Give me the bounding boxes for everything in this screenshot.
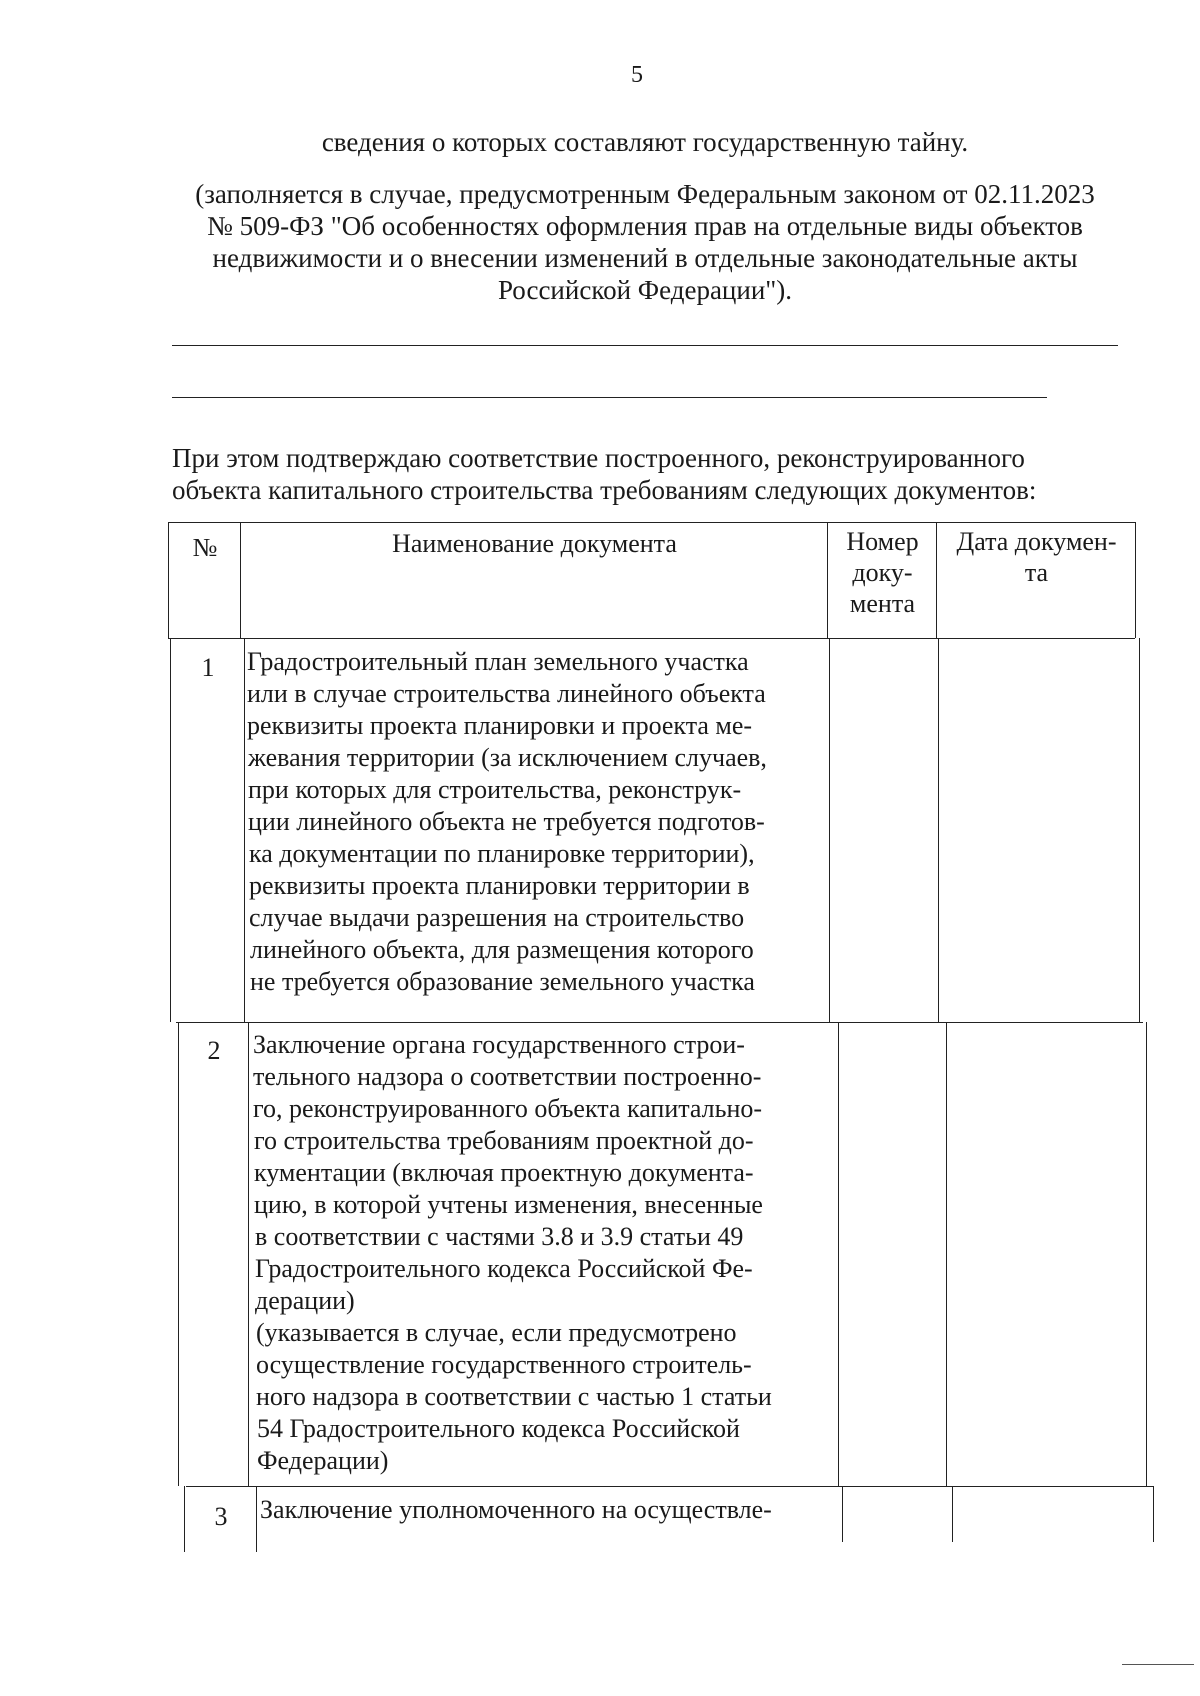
table-col-divider — [248, 1022, 249, 1486]
row-name-line: цию, в которой учтены изменения, внесенные — [254, 1190, 763, 1219]
row-name-line: го, реконструированного объекта капитально- — [253, 1094, 763, 1123]
table-border-left — [184, 1486, 185, 1552]
table-row-divider — [176, 1022, 1143, 1023]
row-name-line: дерации) — [255, 1286, 355, 1315]
heading-line: сведения о которых составляют государственную тайну. — [321, 127, 969, 157]
table-border-left — [170, 638, 171, 1022]
note-line: (заполняется в случае, предусмотренным Федеральным законом от 02.11.2023 — [195, 179, 1095, 209]
note-line: № 509-ФЗ "Об особенностях оформления прав на отдельные виды объектов — [207, 211, 1083, 241]
table-border-left — [168, 522, 169, 638]
row-num: 3 — [214, 1502, 228, 1531]
header-name: Наименование документа — [392, 529, 677, 558]
row-name-line: (указывается в случае, если предусмотрено — [256, 1318, 737, 1347]
table-col-divider — [952, 1486, 953, 1542]
scan-mark — [1122, 1664, 1194, 1665]
table-border-right — [1153, 1486, 1154, 1542]
row-name-line: реквизиты проекта планировки и проекта ме- — [247, 711, 753, 740]
table-col-divider — [946, 1022, 947, 1486]
row-num: 1 — [201, 653, 215, 682]
row-name-line: жевания территории (за исключением случаев, — [248, 743, 767, 772]
row-name-line: осуществление государственного строитель- — [256, 1350, 752, 1379]
header-number: мента — [849, 589, 916, 618]
row-name-line: случае выдачи разрешения на строительство — [249, 903, 745, 932]
table-border-right — [1135, 522, 1136, 638]
row-name-line: ка документации по планировке территории), — [249, 839, 755, 868]
header-number: Номер — [846, 527, 919, 556]
row-name-line: Заключение уполномоченного на осуществле- — [260, 1495, 772, 1524]
row-name-line: реквизиты проекта планировки территории в — [249, 871, 750, 900]
row-name-line: 54 Градостроительного кодекса Российской — [257, 1414, 740, 1443]
header-date: та — [1024, 558, 1049, 587]
table-col-divider — [240, 522, 241, 638]
row-name-line: Градостроительного кодекса Российской Фе- — [255, 1254, 753, 1283]
row-name-line: при которых для строительства, реконструк- — [248, 775, 742, 804]
row-name-line: тельного надзора о соответствии построенно- — [253, 1062, 762, 1091]
table-col-divider — [838, 1022, 839, 1486]
table-col-divider — [829, 638, 830, 1022]
table-col-divider — [827, 522, 828, 638]
row-name-line: го строительства требованиям проектной до- — [254, 1126, 754, 1155]
table-header-divider — [168, 638, 1135, 639]
row-name-line: ного надзора в соответствии с частью 1 статьи — [256, 1382, 772, 1411]
row-name-line: не требуется образование земельного участка — [250, 967, 755, 996]
row-name-line: Заключение органа государственного строи- — [253, 1030, 745, 1059]
table-border-left — [178, 1022, 179, 1486]
note-line: Российской Федерации"). — [497, 275, 793, 305]
intro-line: объекта капитального строительства требованиям следующих документов: — [172, 475, 1037, 505]
row-name-line: в соответствии с частями 3.8 и 3.9 статьи 49 — [255, 1222, 744, 1251]
table-col-divider — [256, 1486, 257, 1552]
table-col-divider — [938, 638, 939, 1022]
table-border-right — [1146, 1022, 1147, 1486]
table-border-right — [1139, 638, 1140, 1022]
row-name-line: ции линейного объекта не требуется подготов- — [248, 807, 765, 836]
blank-line — [172, 397, 1047, 398]
table-col-divider — [936, 522, 937, 638]
row-name-line: или в случае строительства линейного объекта — [247, 679, 766, 708]
table-col-divider — [842, 1486, 843, 1542]
row-name-line: линейного объекта, для размещения которого — [250, 935, 754, 964]
row-name-line: Градостроительный план земельного участка — [247, 647, 749, 676]
intro-line: При этом подтверждаю соответствие построенного, реконструированного — [172, 443, 1025, 473]
table-border-top — [168, 522, 1135, 523]
row-name-line: Федерации) — [257, 1446, 389, 1475]
page-number: 5 — [631, 62, 643, 88]
row-name-line: кументации (включая проектную документа- — [254, 1158, 754, 1187]
header-date: Дата докумен- — [956, 527, 1117, 556]
header-num: № — [192, 533, 218, 562]
table-col-divider — [244, 638, 245, 1022]
table-row-divider — [186, 1486, 1153, 1487]
blank-line — [172, 345, 1118, 346]
row-num: 2 — [207, 1036, 221, 1065]
header-number: доку- — [852, 558, 913, 587]
note-line: недвижимости и о внесении изменений в отдельные законодательные акты — [212, 243, 1078, 273]
